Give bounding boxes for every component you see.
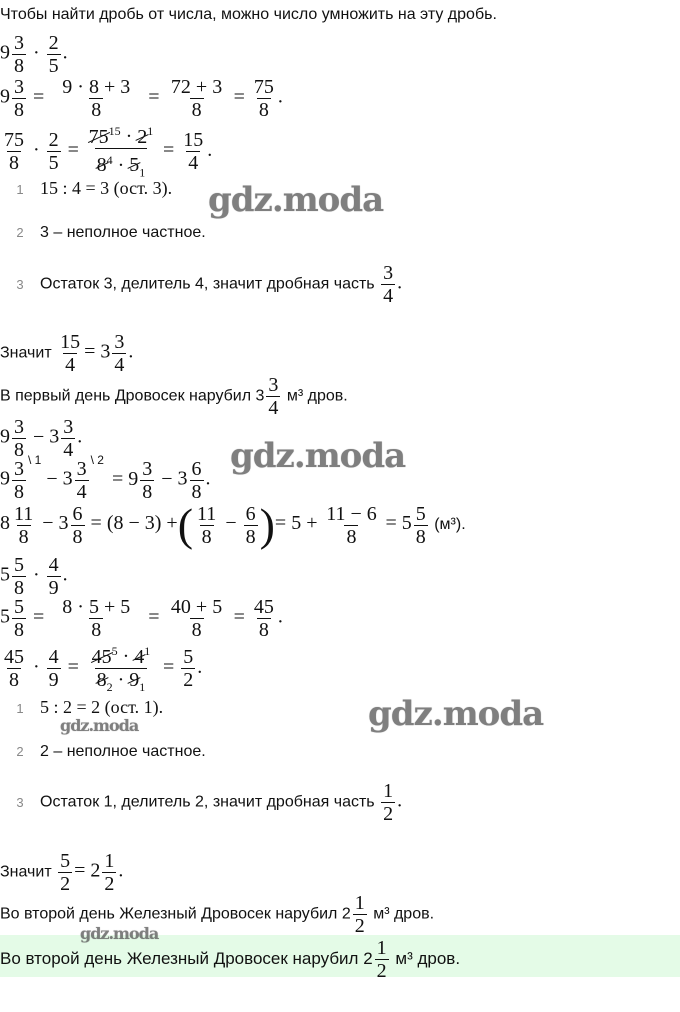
day1-step-1: 1 15 : 4 = 3 (ост. 3).	[16, 178, 173, 198]
day2-answer: Во второй день Железный Дровосек нарубил 2 $\frac{1}{2}$ м³ дров.	[0, 892, 435, 937]
day1-conversion: 9 $\frac{3}{8}$ = $\frac{9 \cdot 8 + 3}{8}$ = $\frac{72 + 3}{8}$ = $\frac{75}{8}$ .	[0, 76, 283, 121]
day1-step-3: 3 Остаток 3, делитель 4, значит дробная часть $\frac{3}{4}$ .	[16, 262, 403, 307]
day2-step-2: 2 2 – неполное частное.	[16, 743, 206, 760]
day1-expression: 9 $\frac{3}{8}$ · $\frac{2}{5}$ .	[0, 32, 68, 77]
day2-multiplication: $\frac{45}{8}$ · $\frac{4}{9}$ = $\frac{45^5 \cdot 4^1}{8_2 \cdot 9_1}$ = $\frac{5}{2}$ .	[0, 640, 202, 698]
day1-step-2: 2 3 – неполное частное.	[16, 224, 206, 241]
watermark-logo: gdz.moda	[60, 716, 139, 735]
watermark-logo: gdz.moda	[368, 694, 544, 734]
day1-multiplication: $\frac{75}{8}$ · $\frac{2}{5}$ = $\frac{75^{15} \cdot 2^1}{8^4 \cdot 5_1}$ = $\frac{15}{4}$ .	[0, 120, 212, 183]
final-answer: Во второй день Железный Дровосек нарубил 2 $\frac{1}{2}$ м³ дров.	[0, 937, 461, 982]
intro-text: Чтобы найти дробь от числа, можно число умножить на эту дробь.	[0, 6, 497, 23]
watermark-logo: gdz.moda	[80, 924, 159, 943]
remain-common-denominator: 9 $\frac{3}{8}$ $^{\backslash 1}$− 3 $\frac{3}{4}$ $^{\backslash 2}$= 9 $\frac{3}{8}$ − 3 $\frac{6}{8}$ .	[0, 453, 211, 503]
day2-conversion: 5 $\frac{5}{8}$ = $\frac{8 \cdot 5 + 5}{8}$ = $\frac{40 + 5}{8}$ = $\frac{45}{8}$ .	[0, 596, 283, 641]
day2-result: Значит $\frac{5}{2}$ = 2 $\frac{1}{2}$ .	[0, 850, 124, 895]
remain-calculation: 8 $\frac{11}{8}$ − 3 $\frac{6}{8}$ = (8 − 3) +( $\frac{11}{8}$ − $\frac{6}{8}$ )= 5 + $\frac{11 - 6}{8}$ = 5 $\frac{5}{8}$ (м³).	[0, 499, 466, 550]
watermark-logo: gdz.moda	[208, 180, 384, 220]
day1-answer: В первый день Дровосек нарубил 3 $\frac{3}{4}$ м³ дров.	[0, 374, 348, 419]
day2-step-1: 1 5 : 2 = 2 (ост. 1).	[16, 697, 164, 717]
day2-expression: 5 $\frac{5}{8}$ · $\frac{4}{9}$ .	[0, 554, 68, 599]
day1-result: Значит $\frac{15}{4}$ = 3 $\frac{3}{4}$ .	[0, 331, 134, 376]
watermark-logo: gdz.moda	[230, 436, 406, 476]
remain-expression: 9 $\frac{3}{8}$ − 3 $\frac{3}{4}$ .	[0, 416, 83, 461]
day2-step-3: 3 Остаток 1, делитель 2, значит дробная часть $\frac{1}{2}$ .	[16, 780, 403, 825]
